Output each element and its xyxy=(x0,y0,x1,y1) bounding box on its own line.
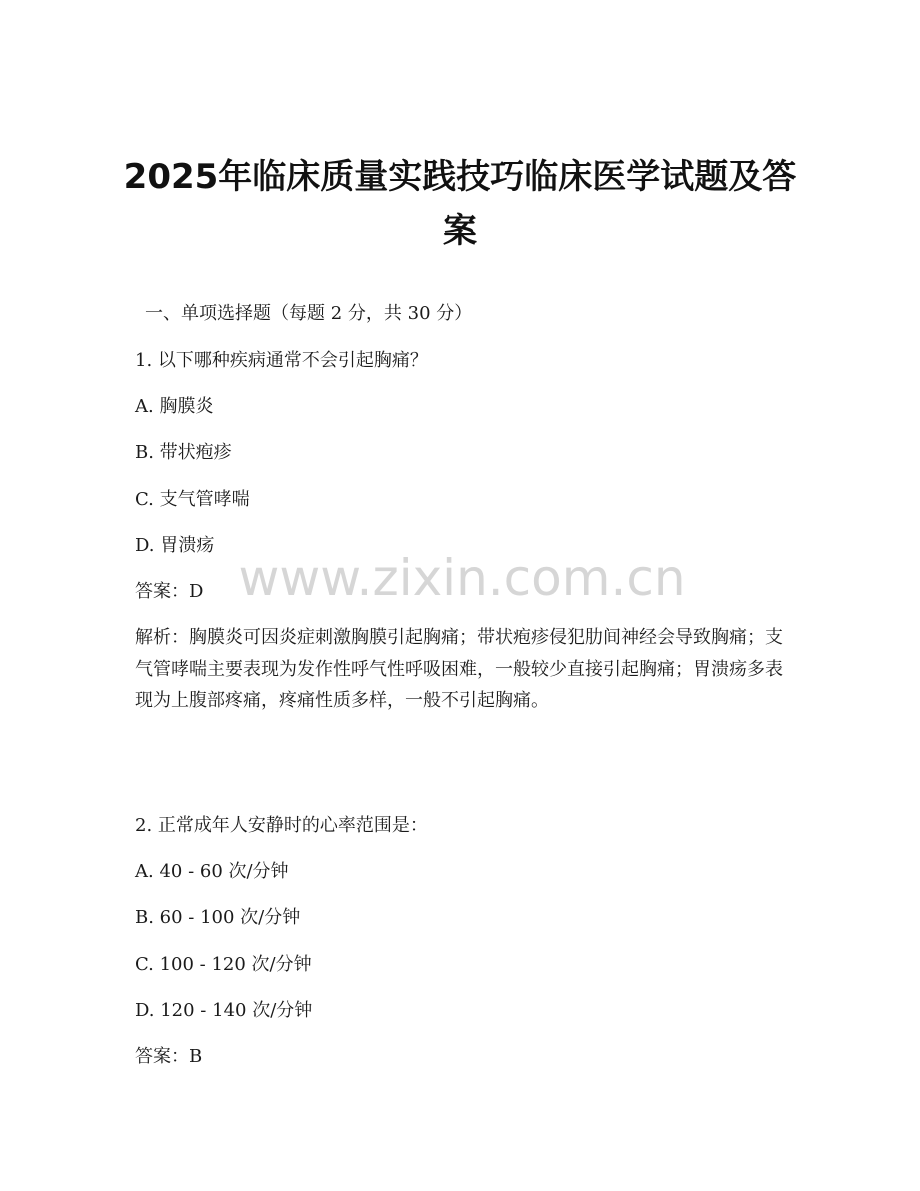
question-1-option-d: D. 胃溃疡 xyxy=(135,535,215,556)
document-title: 2025年临床质量实践技巧临床医学试题及答案 xyxy=(123,157,797,251)
section-heading: 一、单项选择题（每题 2 分，共 30 分） xyxy=(145,303,473,324)
question-2-answer: 答案：B xyxy=(135,1046,203,1067)
question-1-answer: 答案：D xyxy=(135,581,204,602)
question-1-stem: 1. 以下哪种疾病通常不会引起胸痛？ xyxy=(135,350,428,371)
question-2-option-d: D. 120 - 140 次/分钟 xyxy=(135,1000,313,1021)
question-2-option-a: A. 40 - 60 次/分钟 xyxy=(135,861,289,882)
question-2-option-c: C. 100 - 120 次/分钟 xyxy=(135,954,312,975)
question-1-option-b: B. 带状疱疹 xyxy=(135,442,232,463)
question-1-option-a: A. 胸膜炎 xyxy=(135,396,214,417)
question-2-stem: 2. 正常成年人安静时的心率范围是： xyxy=(135,815,428,836)
watermark-text: www.zixin.com.cn xyxy=(238,549,686,607)
question-2-option-b: B. 60 - 100 次/分钟 xyxy=(135,907,301,928)
question-1-option-c: C. 支气管哮喘 xyxy=(135,489,250,510)
question-1-analysis: 解析：胸膜炎可因炎症刺激胸膜引起胸痛；带状疱疹侵犯肋间神经会导致胸痛；支气管哮喘主要表现为发作性呼气性呼吸困难，一般较少直接引起胸痛；胃溃疡多表现为上腹部疼痛，疼痛性质多样，一般不引起胸痛。 xyxy=(135,627,783,711)
